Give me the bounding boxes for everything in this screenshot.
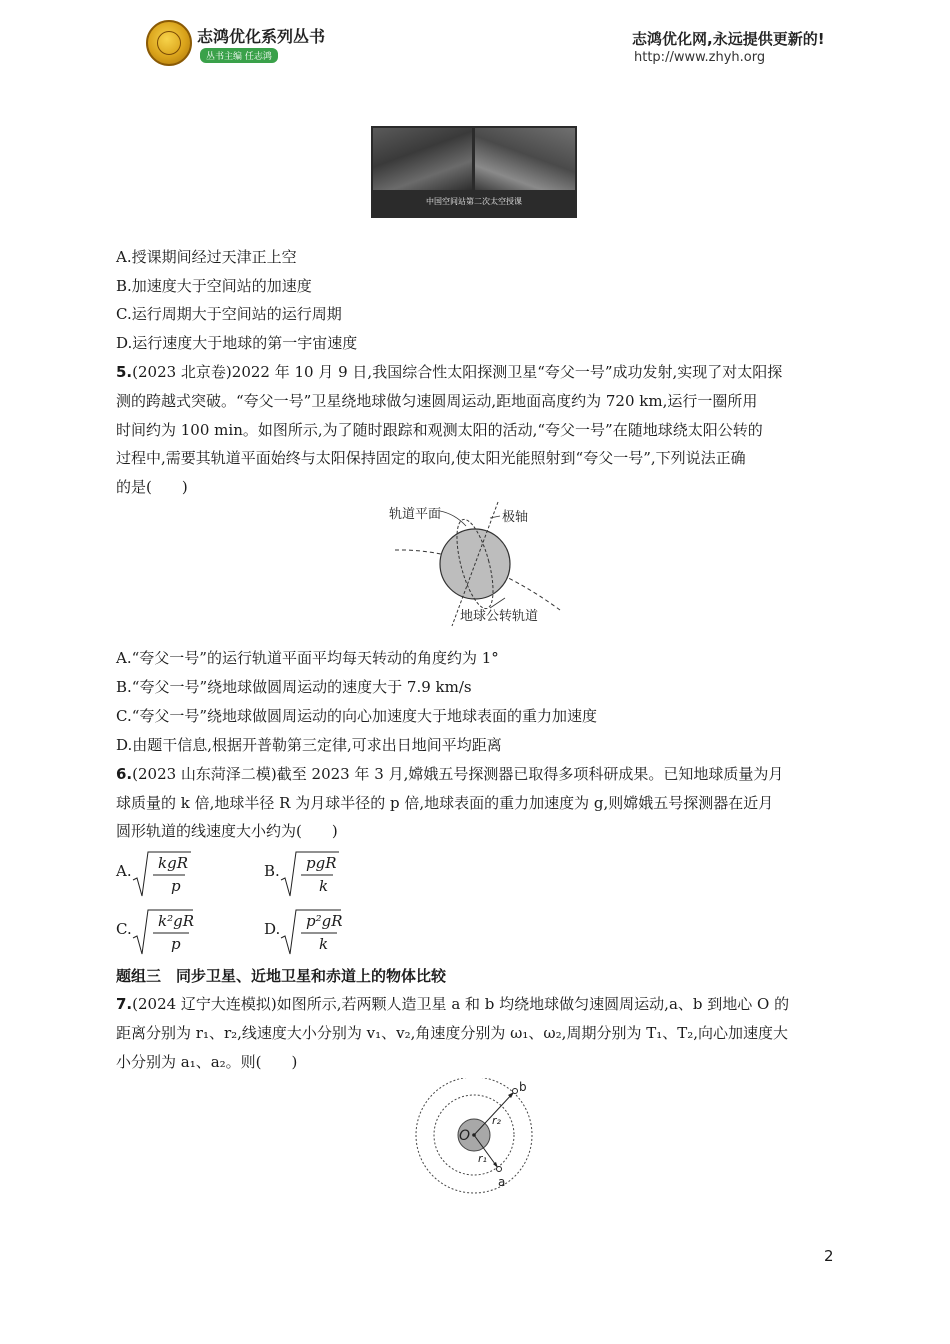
q5-line-2: 测的跨越式突破。“夸父一号”卫星绕地球做匀速圆周运动,距地面高度约为 720 km,运行一圈所用 — [116, 392, 758, 410]
label-r2: r₂ — [492, 1114, 501, 1127]
q7-text-1: (2024 辽宁大连模拟)如图所示,若两颗人造卫星 a 和 b 均绕地球做匀速圆周运动,a、b 到地心 O 的 — [132, 995, 790, 1013]
label-r1: r₁ — [478, 1152, 487, 1165]
q5-option-a: A.“夸父一号”的运行轨道平面平均每天转动的角度约为 1° — [116, 649, 499, 667]
series-title: 志鸿优化系列丛书 — [197, 27, 326, 46]
q6-line-3: 圆形轨道的线速度大小约为( ) — [116, 822, 338, 840]
photo-left-panel — [373, 128, 472, 190]
satellite-b — [513, 1089, 518, 1094]
q7-line-2: 距离分别为 r₁、r₂,线速度大小分别为 v₁、v₂,角速度分别为 ω₁、ω₂,周期分别为 T₁、T₂,向心加速度大 — [116, 1024, 789, 1042]
photo-right-panel — [475, 128, 575, 190]
label-orbit-plane: 轨道平面 — [389, 507, 442, 522]
q6-text-1: (2023 山东菏泽二模)截至 2023 年 3 月,嫦娥五号探测器已取得多项科研成果。已知地球质量为月 — [132, 765, 784, 783]
q6-option-b — [264, 850, 344, 898]
q6-option-d — [264, 908, 344, 956]
q5-text-1: (2023 北京卷)2022 年 10 月 9 日,我国综合性太阳探测卫星“夸父一号”成功发射,实现了对太阳探 — [132, 363, 783, 381]
q6-option-d-label: D. — [264, 920, 281, 938]
q7-line-1 — [116, 994, 789, 1014]
q5-line-3: 时间约为 100 min。如图所示,为了随时跟踪和观测太阳的活动,“夸父一号”在随地球绕太阳公转的 — [116, 421, 763, 439]
series-editor: 丛书主编 任志鸿 — [200, 48, 278, 63]
q5-line-5: 的是( ) — [116, 478, 188, 496]
website-url[interactable]: http://www.zhyh.org — [634, 50, 766, 65]
q6-option-c-num: k²gR — [158, 912, 194, 930]
q7-satellite-diagram — [410, 1078, 540, 1198]
label-polar-axis: 极轴 — [502, 510, 529, 525]
q6-option-c-label: C. — [116, 920, 132, 938]
satellite-a — [497, 1167, 502, 1172]
q6-option-d-den: k — [319, 935, 329, 953]
q5-orbit-diagram — [380, 498, 570, 633]
q7-number: 7. — [116, 995, 133, 1013]
label-center: O — [459, 1128, 471, 1144]
revolution-leader — [490, 598, 505, 608]
q6-line-1 — [116, 764, 783, 784]
q6-option-d-num: p²gR — [306, 912, 343, 930]
group3-heading: 题组三 同步卫星、近地卫星和赤道上的物体比较 — [116, 967, 447, 985]
q6-option-b-label: B. — [264, 862, 280, 880]
q6-option-c-den: p — [171, 935, 181, 953]
slogan: 志鸿优化网,永远提供更新的! — [632, 30, 825, 48]
q5-option-d: D.由题干信息,根据开普勒第三定律,可求出日地间平均距离 — [116, 736, 502, 754]
q4-option-a: A.授课期间经过天津正上空 — [116, 248, 297, 266]
axis-leader — [490, 516, 500, 518]
q6-option-b-num: pgR — [306, 854, 337, 872]
series-logo — [146, 20, 192, 66]
q6-option-a — [116, 850, 196, 898]
q6-option-a-den: p — [171, 877, 181, 895]
q6-option-b-den: k — [319, 877, 329, 895]
q5-line-4: 过程中,需要其轨道平面始终与太阳保持固定的取向,使太阳光能照射到“夸父一号”,下列说法正确 — [116, 449, 746, 467]
q6-option-c — [116, 908, 196, 956]
q4-option-c: C.运行周期大于空间站的运行周期 — [116, 305, 342, 323]
q5-option-b: B.“夸父一号”绕地球做圆周运动的速度大于 7.9 km/s — [116, 678, 472, 696]
q5-number: 5. — [116, 363, 133, 381]
page-number: 2 — [824, 1247, 834, 1265]
q5-option-c: C.“夸父一号”绕地球做圆周运动的向心加速度大于地球表面的重力加速度 — [116, 707, 598, 725]
q6-option-a-label: A. — [116, 862, 132, 880]
q4-option-b: B.加速度大于空间站的加速度 — [116, 277, 312, 295]
label-b: b — [519, 1080, 527, 1094]
photo-caption: 中国空间站第二次太空授课 — [426, 197, 522, 206]
q5-line-1 — [116, 362, 782, 382]
q6-option-a-num: kgR — [158, 854, 188, 872]
q6-line-2: 球质量的 k 倍,地球半径 R 为月球半径的 p 倍,地球表面的重力加速度为 g,则嫦娥五号探测器在近月 — [116, 794, 774, 812]
q6-number: 6. — [116, 765, 133, 783]
label-revolution-orbit: 地球公转轨道 — [460, 609, 539, 624]
orbit-plane-leader — [440, 511, 466, 526]
space-lecture-photo — [371, 126, 577, 218]
q7-line-3: 小分别为 a₁、a₂。则( ) — [116, 1053, 298, 1071]
q4-option-d: D.运行速度大于地球的第一宇宙速度 — [116, 334, 358, 352]
label-a: a — [498, 1175, 506, 1189]
